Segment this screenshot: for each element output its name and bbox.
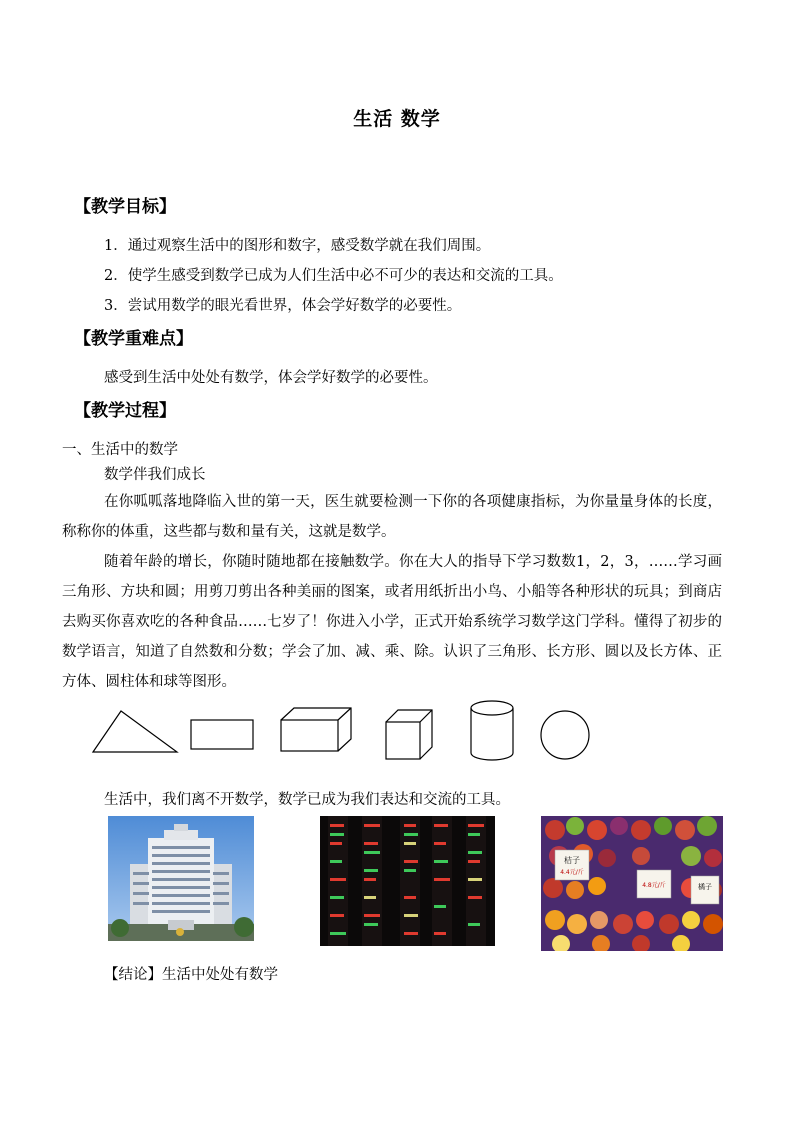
- stock-board-photo: [320, 816, 495, 946]
- goal-item-1: 1．通过观察生活中的图形和数字，感受数学就在我们周围。: [104, 238, 491, 254]
- key-points-heading: 【教学重难点】: [74, 329, 193, 349]
- svg-text:橘子: 橘子: [698, 883, 712, 891]
- goal-item-3: 3．尝试用数学的眼光看世界，体会学好数学的必要性。: [104, 298, 462, 314]
- process-subtitle: 数学伴我们成长: [104, 467, 206, 483]
- key-points-text: 感受到生活中处处有数学，体会学好数学的必要性。: [104, 370, 438, 386]
- paragraph-2: 随着年龄的增长，你随时随地都在接触数学。你在大人的指导下学习数数1，2，3，……学习画三角形、方块和圆；用剪刀剪出各种美丽的图案，或者用纸折出小鸟、小船等各种形状的玩具；到商店去购买你喜欢吃的各种食品……七岁了！你进入小学，正式开始系统学习数学这门学科。懂得了初步的数学语言，知道了自然数和分数；学会了加、减、乘、除。认识了三角形、长方形、圆以及长方体、正方体、圆柱体和球等图形。: [62, 554, 722, 690]
- process-subheading: 一、生活中的数学: [62, 442, 178, 458]
- paragraph-1: 在你呱呱落地降临入世的第一天，医生就要检测一下你的各项健康指标，为你量量身体的长度，称称你的体重，这些都与数和量有关，这就是数学。: [62, 494, 722, 540]
- price-tag-3: [691, 876, 719, 904]
- cuboid-shape: [281, 708, 351, 751]
- circle-shape: [541, 711, 589, 759]
- page-title: 生活 数学: [353, 108, 441, 130]
- svg-text:桔子: 桔子: [564, 856, 580, 865]
- cube-shape: [386, 710, 432, 759]
- caption: 生活中，我们离不开数学，数学已成为我们表达和交流的工具。: [104, 792, 510, 808]
- conclusion: 【结论】生活中处处有数学: [104, 967, 278, 983]
- goals-heading: 【教学目标】: [74, 197, 176, 217]
- svg-text:4.8元/斤: 4.8元/斤: [642, 882, 666, 889]
- geometric-shapes: [80, 696, 610, 768]
- building-photo: [108, 816, 254, 941]
- process-heading: 【教学过程】: [74, 401, 176, 421]
- fruit-market-photo: [541, 816, 723, 951]
- svg-text:4.4元/斤: 4.4元/斤: [560, 869, 584, 876]
- goal-item-2: 2．使学生感受到数学已成为人们生活中必不可少的表达和交流的工具。: [104, 268, 563, 284]
- triangle-shape: [93, 711, 177, 752]
- cylinder-shape: [471, 701, 513, 760]
- rectangle-shape: [191, 720, 253, 749]
- price-tag-1: [555, 850, 589, 880]
- price-tag-2: [637, 870, 671, 898]
